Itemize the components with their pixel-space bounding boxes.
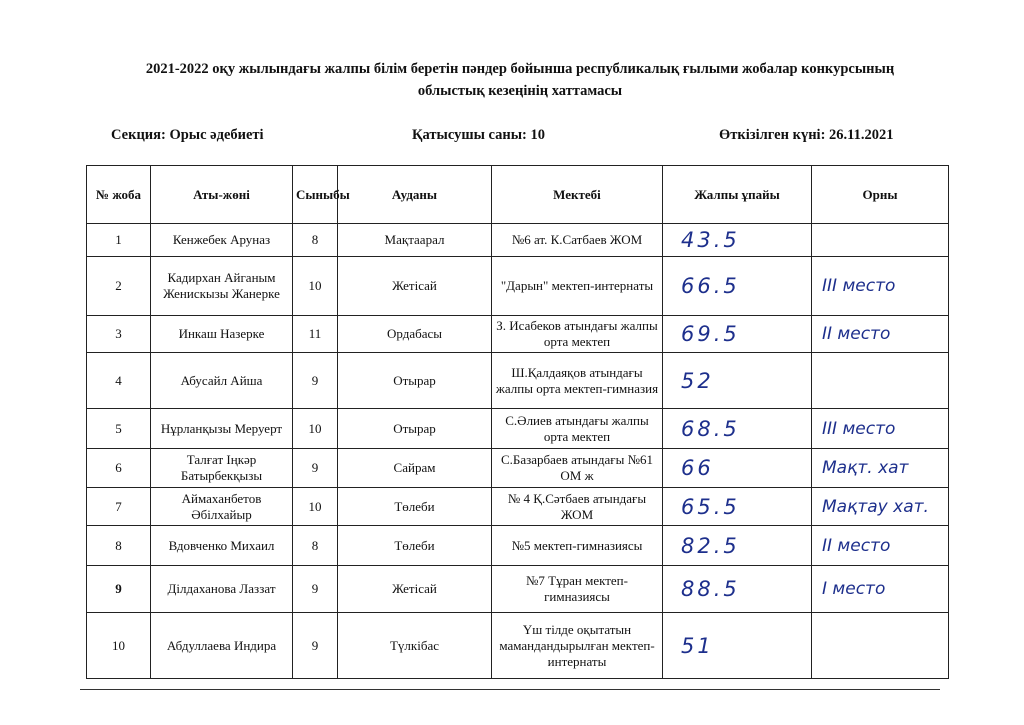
cell-name: Абдуллаева Индира: [151, 613, 293, 679]
cell-school: С.Әлиев атындағы жалпы орта мектеп: [492, 409, 663, 449]
title-line-1: 2021-2022 оқу жылындағы жалпы білім беретін пәндер бойынша республикалық ғылыми жобалар конкурсының: [145, 61, 895, 77]
cell-place: [812, 224, 949, 257]
cell-score: 52: [663, 353, 812, 409]
cell-district: Отырар: [338, 409, 492, 449]
cell-num: 8: [87, 526, 151, 566]
header-name: Аты-жөні: [151, 166, 293, 224]
cell-district: Отырар: [338, 353, 492, 409]
cell-name: Абусайл Айша: [151, 353, 293, 409]
header-school: Мектебі: [492, 166, 663, 224]
cell-name: Вдовченко Михаил: [151, 526, 293, 566]
cell-score: 68.5: [663, 409, 812, 449]
table-header-row: [87, 166, 949, 224]
document-title: [80, 58, 960, 102]
cell-score: 66.5: [663, 257, 812, 316]
cell-num: 2: [87, 257, 151, 316]
cell-grade: 11: [293, 316, 338, 353]
cell-score: 51: [663, 613, 812, 679]
cell-num: 4: [87, 353, 151, 409]
cell-num: 5: [87, 409, 151, 449]
cell-place: [812, 353, 949, 409]
cell-school: Үш тілде оқытатын мамандандырылған мектеп-интернаты: [492, 613, 663, 679]
cell-district: Жетісай: [338, 566, 492, 613]
cell-name: Ділдаханова Лаззат: [151, 566, 293, 613]
cell-school: "Дарын" мектеп-интернаты: [492, 257, 663, 316]
table-row: [87, 526, 949, 566]
cell-district: Түлкібас: [338, 613, 492, 679]
cell-score: 43.5: [663, 224, 812, 257]
cell-district: Сайрам: [338, 449, 492, 488]
cell-place: Мақтау хат.: [812, 488, 949, 526]
cell-grade: 8: [293, 224, 338, 257]
table-row: [87, 316, 949, 353]
cell-grade: 10: [293, 257, 338, 316]
cell-num: 10: [87, 613, 151, 679]
cell-num: 6: [87, 449, 151, 488]
header-num: № жоба: [87, 166, 151, 224]
cell-score: 88.5: [663, 566, 812, 613]
event-date: Өткізілген күні: 26.11.2021: [719, 127, 894, 143]
cell-grade: 8: [293, 526, 338, 566]
cell-place: III место: [812, 257, 949, 316]
cell-num: 3: [87, 316, 151, 353]
title-line-2: облыстық кезеңінің хаттамасы: [417, 83, 623, 99]
cell-num: 7: [87, 488, 151, 526]
header-district: Ауданы: [338, 166, 492, 224]
cell-place: III место: [812, 409, 949, 449]
cell-district: Мақтаарал: [338, 224, 492, 257]
results-table: [86, 165, 949, 679]
cell-name: Инкаш Назерке: [151, 316, 293, 353]
cell-school: №5 мектеп-гимназиясы: [492, 526, 663, 566]
cell-grade: 10: [293, 488, 338, 526]
cell-name: Талғат Іңкәр Батырбекқызы: [151, 449, 293, 488]
cell-score: 65.5: [663, 488, 812, 526]
cell-school: Ш.Қалдаяқов атындағы жалпы орта мектеп-гимназия: [492, 353, 663, 409]
table-row: [87, 613, 949, 679]
table-row: [87, 449, 949, 488]
cell-grade: 9: [293, 353, 338, 409]
cell-name: Аймаханбетов Әбілхайыр: [151, 488, 293, 526]
table-row: [87, 257, 949, 316]
table-row: [87, 224, 949, 257]
cell-district: Ордабасы: [338, 316, 492, 353]
cell-place: I место: [812, 566, 949, 613]
cell-school: № 4 Қ.Сәтбаев атындағы ЖОМ: [492, 488, 663, 526]
table-row: [87, 566, 949, 613]
cell-district: Жетісай: [338, 257, 492, 316]
cell-num: 9: [87, 566, 151, 613]
cell-school: С.Базарбаев атындағы №61 ОМ ж: [492, 449, 663, 488]
cell-place: [812, 613, 949, 679]
cell-district: Төлеби: [338, 526, 492, 566]
cell-place: II место: [812, 316, 949, 353]
cell-score: 66: [663, 449, 812, 488]
cell-school: №7 Тұран мектеп-гимназиясы: [492, 566, 663, 613]
bottom-divider: [80, 689, 940, 690]
cell-name: Кенжебек Аруназ: [151, 224, 293, 257]
participants-count: Қатысушы саны: 10: [412, 127, 546, 143]
table-row: [87, 488, 949, 526]
table-row: [87, 409, 949, 449]
cell-school: №6 ат. К.Сатбаев ЖОМ: [492, 224, 663, 257]
cell-grade: 9: [293, 613, 338, 679]
header-place: Орны: [812, 166, 949, 224]
header-score: Жалпы ұпайы: [663, 166, 812, 224]
cell-score: 82.5: [663, 526, 812, 566]
cell-school: З. Исабеков атындағы жалпы орта мектеп: [492, 316, 663, 353]
cell-score: 69.5: [663, 316, 812, 353]
cell-grade: 9: [293, 449, 338, 488]
cell-name: Кадирхан Айганым Женискызы Жанерке: [151, 257, 293, 316]
cell-grade: 10: [293, 409, 338, 449]
table-row: [87, 353, 949, 409]
header-grade: Сыныбы: [293, 166, 338, 224]
cell-grade: 9: [293, 566, 338, 613]
cell-district: Төлеби: [338, 488, 492, 526]
cell-name: Нұрланқызы Меруерт: [151, 409, 293, 449]
section-label: Секция: Орыс әдебиеті: [111, 127, 264, 143]
cell-num: 1: [87, 224, 151, 257]
cell-place: II место: [812, 526, 949, 566]
cell-place: Мақт. хат: [812, 449, 949, 488]
